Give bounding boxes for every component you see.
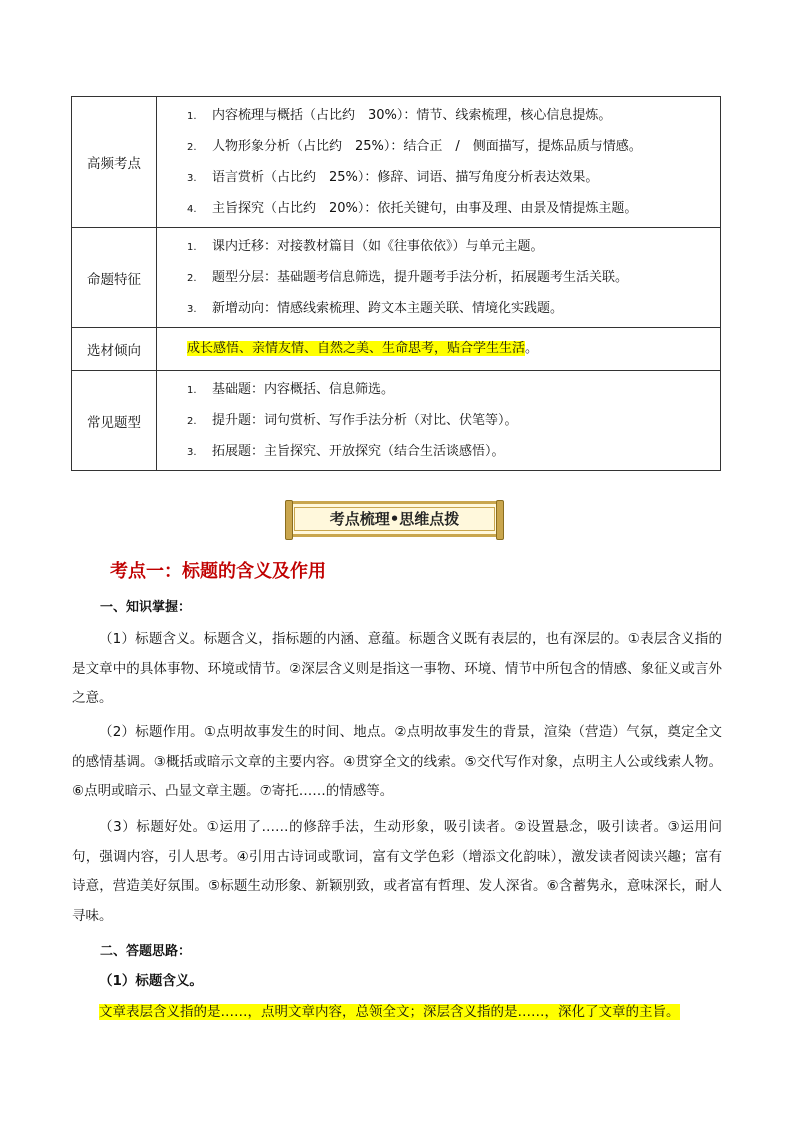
table-row [72, 371, 721, 471]
highlighted-text: 成长感悟、亲情友情、自然之美、生命思考，贴合学生生活 [187, 341, 526, 356]
list-item: 2. 提升题：词句赏析、写作手法分析（对比、伏笔等）。 [187, 413, 518, 428]
row-content [157, 97, 721, 228]
list-item: 2. 人物形象分析（占比约 25%）：结合正 / 侧面描写，提炼品质与情感。 [187, 139, 642, 154]
answer-template: 文章表层含义指的是……，点明文章内容，总领全文；深层含义指的是……，深化了文章的主旨。 [99, 1004, 680, 1020]
table-row [72, 97, 721, 228]
row-label: 命题特征 [72, 228, 157, 328]
section-banner [288, 501, 501, 537]
row-label: 选材倾向 [72, 328, 157, 371]
row-content [157, 228, 721, 328]
table-row [72, 228, 721, 328]
list-item: 2. 题型分层：基础题考信息筛选，提升题考手法分析，拓展题考生活关联。 [187, 270, 629, 285]
paragraph-title-meaning-label: （1）标题含义。 [99, 973, 203, 989]
row-content: 成长感悟、亲情友情、自然之美、生命思考，贴合学生生活。 [157, 328, 721, 371]
list-item: 3. 新增动向：情感线索梳理、跨文本主题关联、情境化实践题。 [187, 301, 564, 316]
paragraph-title-benefits: （3）标题好处。①运用了……的修辞手法，生动形象，吸引读者。②设置悬念，吸引读者。③运用问句，强调内容，引人思考。④引用古诗词或歌词，富有文学色彩（增添文化韵味），激发读者阅读兴趣；富有诗意，营造美好氛围。⑤标题生动形象、新颖别致，或者富有哲理、发人深省。⑥含蓄隽永，意味深长，耐人寻味。 [72, 819, 722, 924]
list-item: 3. 语言赏析（占比约 25%）：修辞、词语、描写角度分析表达效果。 [187, 170, 599, 185]
table-row [72, 328, 721, 371]
topic-heading: 考点一：标题的含义及作用 [110, 561, 326, 582]
scroll-post-right [496, 500, 504, 540]
paragraph-title-meaning: （1）标题含义。标题含义，指标题的内涵、意蕴。标题含义既有表层的，也有深层的。①表层含义指的是文章中的具体事物、环境或情节。②深层含义则是指这一事物、环境、情节中所包含的情感、象征义或言外之意。 [72, 631, 722, 706]
list-item: 3. 拓展题：主旨探究、开放探究（结合生活谈感悟）。 [187, 444, 505, 459]
list-item: 1. 基础题：内容概括、信息筛选。 [187, 382, 395, 397]
list-item: 1. 内容梳理与概括（占比约 30%）：情节、线索梳理，核心信息提炼。 [187, 108, 612, 123]
section-heading-knowledge: 一、知识掌握： [100, 600, 192, 615]
paragraph-title-function: （2）标题作用。①点明故事发生的时间、地点。②点明故事发生的背景，渲染（营造）气氛，奠定全文的感情基调。③概括或暗示文章的主要内容。④贯穿全文的线索。⑤交代写作对象，点明主人公或线索人物。⑥点明或暗示、凸显文章主题。⑦寄托……的情感等。 [72, 724, 722, 799]
scroll-post-left [285, 500, 293, 540]
banner-title: 考点梳理•思维点拨 [294, 507, 495, 531]
row-label: 常见题型 [72, 371, 157, 471]
row-label: 高频考点 [72, 97, 157, 228]
exam-summary-table [71, 96, 721, 471]
list-item: 1. 课内迁移：对接教材篇目（如《往事依依》）与单元主题。 [187, 239, 544, 254]
section-heading-approach: 二、答题思路： [100, 944, 192, 959]
list-item: 4. 主旨探究（占比约 20%）：依托关键句，由事及理、由景及情提炼主题。 [187, 201, 638, 216]
row-content [157, 371, 721, 471]
